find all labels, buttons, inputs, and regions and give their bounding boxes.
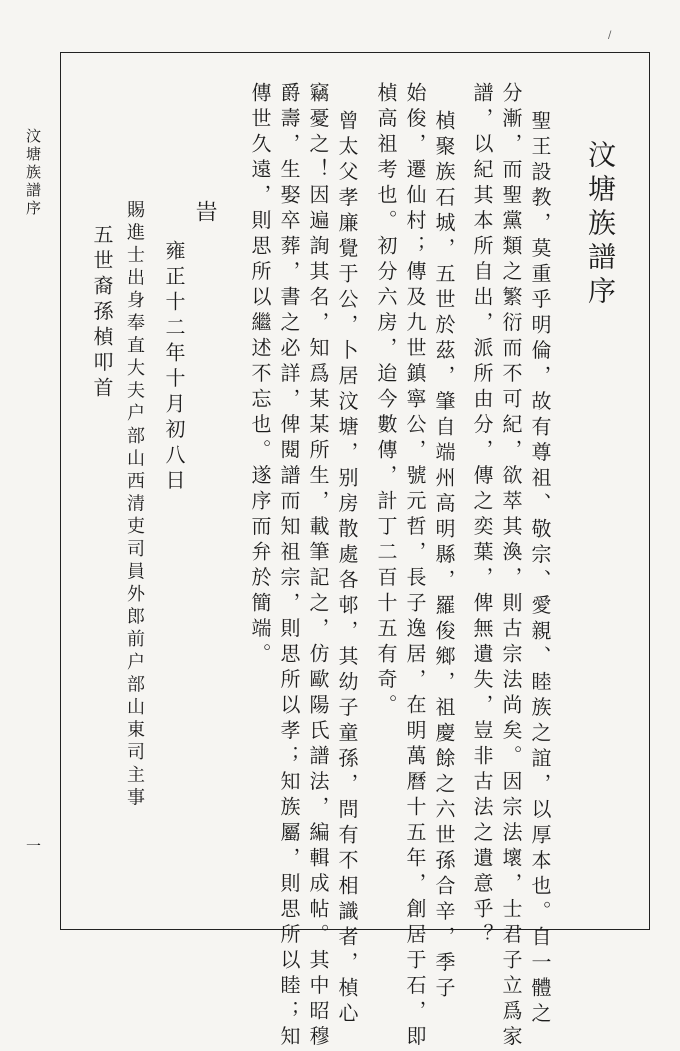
- text-column: 聖王設教，莫重乎明倫，故有尊祖、敬宗、愛親、睦族之誼，以厚本也。自一體之: [528, 110, 552, 1028]
- honorific-mark: 旹: [192, 200, 217, 228]
- text-column: 譜，以紀其本所自出，派所由分，傳之奕葉，俾無遺失，豈非古法之遺意乎？: [470, 82, 494, 949]
- text-column: 曾太父孝廉覺于公，卜居汶塘，别房散處各邨，其幼子童孫，問有不相識者，楨心: [335, 110, 359, 1028]
- rank-line: 賜進士出身奉直大夫户部山西清吏司員外郎前户部山東司主事: [124, 200, 145, 811]
- signature-line: 五世裔孫楨叩首: [90, 224, 114, 403]
- text-column: 爵壽，生娶卒葬，書之必詳，俾閱譜而知祖宗，則思所以孝；知族屬，則思所以睦；知: [277, 82, 301, 1051]
- document-title: 汶塘族譜序: [584, 140, 617, 310]
- text-column: 始俊，遷仙村；傳及九世鎮寧公，號元哲，長子逸居，在明萬曆十五年，創居于石，即: [403, 82, 427, 1051]
- text-column: 楨聚族石城，五世於茲，肇自端州高明縣，羅俊鄉，祖慶餘之六世孫合辛，季子: [432, 110, 456, 1003]
- text-column: 傳世久遠，則思所以繼述不忘也。遂序而弁於簡端。: [248, 82, 272, 669]
- margin-title: 汶塘族譜序: [24, 128, 42, 218]
- text-column: 楨高祖考也。初分六房，迨今數傳，計丁二百十五有奇。: [374, 82, 398, 720]
- page-number: 一: [24, 838, 42, 853]
- date-line: 雍正十二年十月初八日: [162, 240, 186, 495]
- text-column: 分漸，而聖黨類之繁衍而不可紀，欲萃其渙，則古宗法尚矣。因宗法壞，士君子立爲家: [499, 82, 523, 1051]
- corner-mark: /: [608, 30, 612, 41]
- text-column: 竊憂之！因遍詢其名，知爲某某所生，載筆記之，仿歐陽氏譜法，編輯成帖。其中昭穆: [306, 82, 330, 1051]
